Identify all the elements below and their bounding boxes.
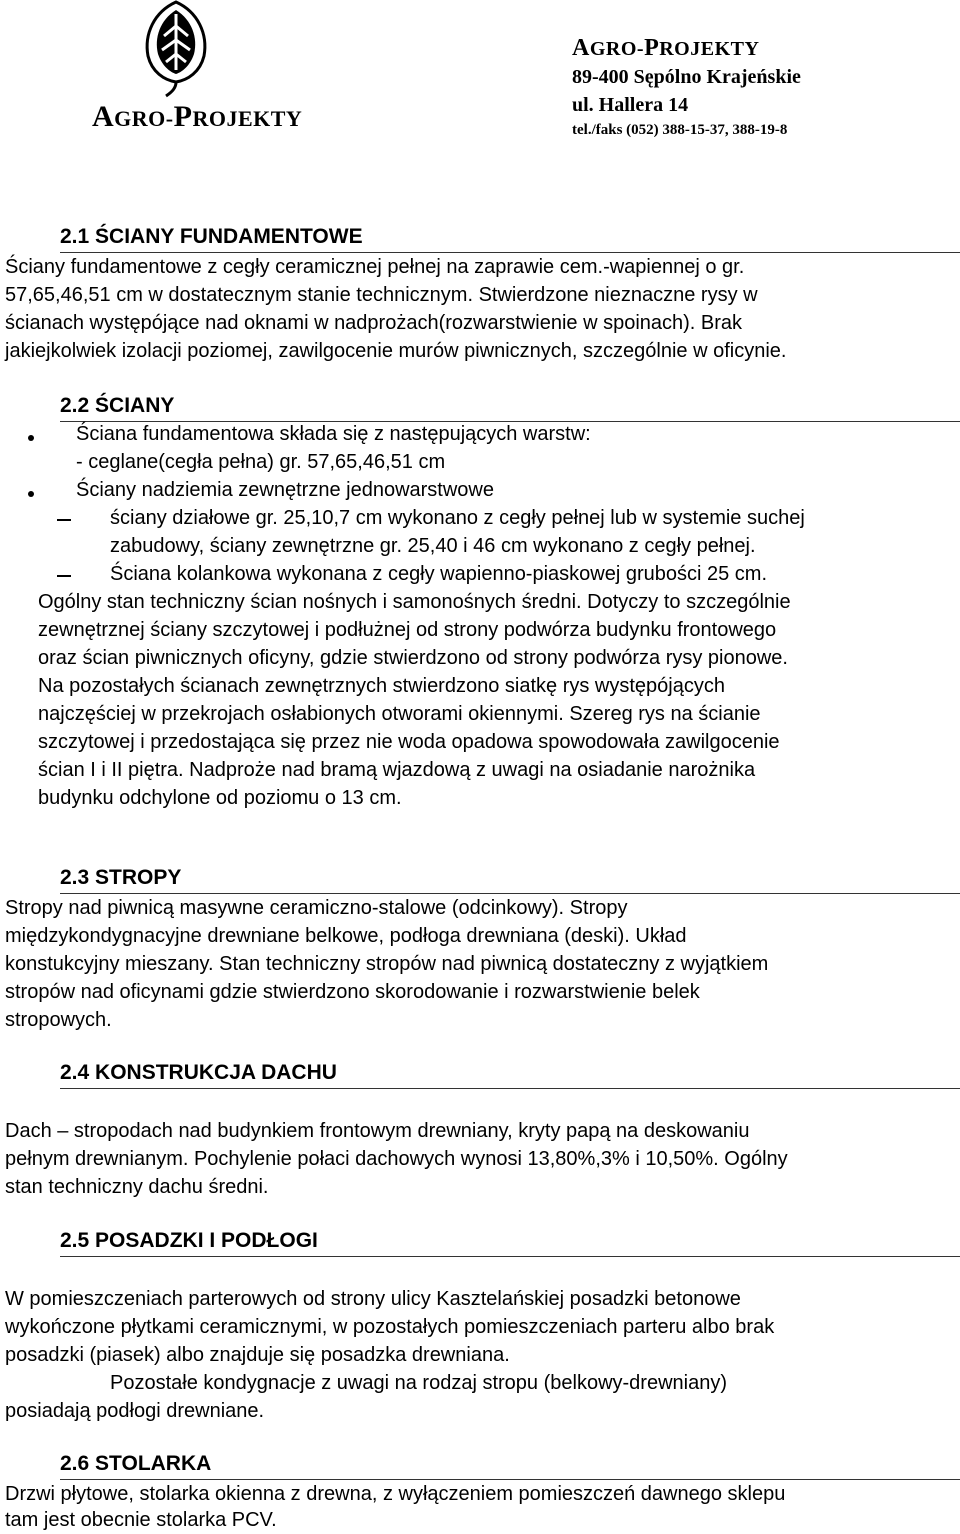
paragraph-line: tam jest obecnie stolarka PCV.	[5, 1509, 277, 1531]
paragraph-line: oraz ścian piwnicznych oficyny, gdzie stwierdzono od strony podwórza rysy pionowe.	[38, 647, 788, 669]
paragraph-line: stan techniczny dachu średni.	[5, 1176, 269, 1198]
paragraph-line: Ściany fundamentowe z cegły ceramicznej pełnej na zaprawie cem.-wapiennej o gr.	[5, 256, 745, 278]
heading-2-4: 2.4 KONSTRUKCJA DACHU	[60, 1060, 960, 1089]
paragraph-line: pełnym drewnianym. Pochylenie połaci dachowych wynosi 13,80%,3% i 10,50%. Ogólny	[5, 1148, 788, 1170]
company-logo	[86, 0, 303, 133]
bullet-item: Ściana fundamentowa składa się z następujących warstw:	[76, 423, 591, 445]
heading-2-5: 2.5 POSADZKI I PODŁOGI	[60, 1228, 960, 1257]
paragraph-line: zewnętrznej ściany szczytowej i podłużnej od strony podwórza budynku frontowego	[38, 619, 777, 641]
heading-2-2: 2.2 ŚCIANY	[60, 393, 960, 422]
heading-2-6: 2.6 STOLARKA	[60, 1451, 960, 1480]
paragraph-line: budynku odchylone od poziomu o 13 cm.	[38, 787, 402, 809]
paragraph-line: międzykondygnacyjne drewniane belkowe, podłoga drewniana (deski). Układ	[5, 925, 687, 947]
company-address-block	[572, 34, 801, 141]
bullet-item: Ściany nadziemia zewnętrzne jednowarstwowe	[76, 479, 494, 501]
company-name: AGRO-PROJEKTY	[572, 35, 760, 61]
paragraph-line-indented: Pozostałe kondygnacje z uwagi na rodzaj stropu (belkowy-drewniany)	[110, 1372, 727, 1394]
paragraph-line: wykończone płytkami ceramicznymi, w pozostałych pomieszczeniach parteru albo brak	[5, 1316, 775, 1338]
dash-marker	[57, 519, 71, 521]
paragraph-line: Stropy nad piwnicą masywne ceramiczno-stalowe (odcinkowy). Stropy	[5, 897, 628, 919]
paragraph-line: Ogólny stan techniczny ścian nośnych i samonośnych średni. Dotyczy to szczególnie	[38, 591, 791, 613]
paragraph-line: najczęściej w przekrojach osłabionych otworami okiennymi. Szereg rys na ścianie	[38, 703, 761, 725]
bullet-subline: - ceglane(cegła pełna) gr. 57,65,46,51 cm	[76, 451, 446, 473]
paragraph-line: ścianach występójące nad oknami w nadprożach(rozwarstwienie w spoinach). Brak	[5, 312, 743, 334]
logo-wordmark: AGRO-PROJEKTY	[92, 100, 303, 133]
dash-item-continued: zabudowy, ściany zewnętrzne gr. 25,40 i 46 cm wykonano z cegły pełnej.	[110, 535, 756, 557]
dash-item: ściany działowe gr. 25,10,7 cm wykonano z cegły pełnej lub w systemie suchej	[110, 507, 805, 529]
dash-item: Ściana kolankowa wykonana z cegły wapienno-piaskowej grubości 25 cm.	[110, 563, 768, 585]
leaf-emblem-icon	[126, 0, 226, 98]
paragraph-line: posadzki (piasek) albo znajduje się posadzka drewniana.	[5, 1344, 510, 1366]
heading-2-3: 2.3 STROPY	[60, 865, 960, 894]
paragraph-line: stropów nad oficynami gdzie stwierdzono skorodowanie i rozwarstwienie belek	[5, 981, 700, 1003]
phone-line: tel./faks (052) 388-15-37, 388-19-8	[572, 122, 788, 138]
paragraph-line: Dach – stropodach nad budynkiem frontowym drewniany, kryty papą na deskowaniu	[5, 1120, 750, 1142]
paragraph-line: szczytowej i przedostająca się przez nie woda opadowa spowodowała zawilgocenie	[38, 731, 780, 753]
paragraph-line: jakiejkolwiek izolacji poziomej, zawilgocenie murów piwnicznych, szczególnie w oficynie.	[5, 340, 787, 362]
paragraph-line: stropowych.	[5, 1009, 112, 1031]
bullet-marker	[28, 491, 34, 497]
bullet-marker	[28, 435, 34, 441]
heading-2-1: 2.1 ŚCIANY FUNDAMENTOWE	[60, 224, 960, 253]
paragraph-line: 57,65,46,51 cm w dostatecznym stanie technicznym. Stwierdzone nieznaczne rysy w	[5, 284, 758, 306]
paragraph-line: ścian I i II piętra. Nadproże nad bramą wjazdową z uwagi na osiadanie narożnika	[38, 759, 756, 781]
dash-marker	[57, 575, 71, 577]
paragraph-line: konstukcyjny mieszany. Stan techniczny stropów nad piwnicą dostateczny z wyjątkiem	[5, 953, 769, 975]
paragraph-line: posiadają podłogi drewniane.	[5, 1400, 265, 1422]
paragraph-line: Na pozostałych ścianach zewnętrznych stwierdzono siatkę rys występójących	[38, 675, 725, 697]
paragraph-line: Drzwi płytowe, stolarka okienna z drewna, z wyłączeniem pomieszczeń dawnego sklepu	[5, 1483, 786, 1505]
address-line-2: ul. Hallera 14	[572, 94, 689, 116]
address-line-1: 89-400 Sępólno Krajeńskie	[572, 66, 801, 88]
paragraph-line: W pomieszczeniach parterowych od strony ulicy Kasztelańskiej posadzki betonowe	[5, 1288, 741, 1310]
